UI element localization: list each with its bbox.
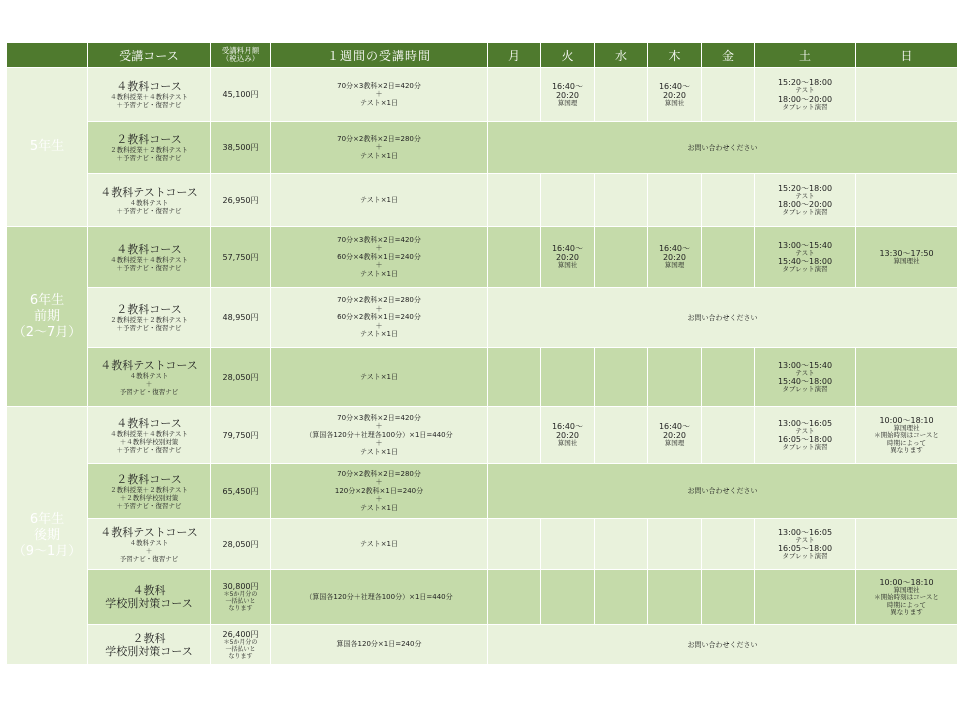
header-row [7,43,958,68]
time-line: ＋ [375,90,383,99]
time-cell [271,122,488,174]
sat-label: テスト [795,368,815,377]
course-name: ２教科 [132,631,166,645]
thu-header: 木 [648,43,702,68]
grade-cell [7,227,88,407]
sun-header: 日 [856,43,958,68]
time-header: １週間の受講時間 [271,43,488,68]
sat-label: タブレット演習 [782,265,828,273]
time-line: テスト×1日 [359,539,399,548]
time-line: ＋ [375,495,383,504]
fee-cell: 48,950円 [211,288,271,348]
fri-cell [702,519,755,570]
course-cell [88,174,211,227]
sat-time: 13:00～15:40 [777,240,833,250]
day-subjects: 算国理 [557,98,578,107]
sun-cell [856,570,958,625]
tue-header: 火 [541,43,595,68]
tue-cell [541,227,595,288]
sat-label: テスト [795,426,815,435]
fee-amount: 30,800円 [222,582,259,591]
time-cell [271,68,488,122]
time-line: 60分×4教科×1日=240分 [337,252,421,261]
wed-cell [595,174,648,227]
thu-cell [648,348,702,407]
inquiry-cell: お問い合わせください [488,288,958,348]
sun-cell [856,227,958,288]
wed-cell [595,570,648,625]
course-detail: ４教科授業＋４教科テスト [110,255,188,264]
time-line: テスト×1日 [359,195,399,204]
sat-time: 13:00～15:40 [777,360,833,370]
time-line: 70分×3教科×2日=420分 [337,413,421,422]
course-cell [88,407,211,464]
fee-cell: 26,950円 [211,174,271,227]
fee-cell [211,570,271,625]
time-line: ＋ [375,422,383,431]
mon-cell [488,407,541,464]
day-time: 20:20 [555,253,580,263]
course-row [7,227,958,288]
time-line: ＋ [375,321,383,330]
inquiry-cell: お問い合わせください [488,464,958,519]
tue-cell [541,519,595,570]
time-line: （算国各120分＋社理各100分）×1日=440分 [305,430,453,439]
fee-note: なります [228,652,253,660]
day-subjects: 算国理 [664,261,685,270]
course-detail: ＋予習ナビ・復習ナビ [116,501,182,510]
day-time: 16:40～ [551,81,584,91]
fee-note: 一括払いと [225,645,256,653]
course-name: 学校別対策コース [105,644,193,658]
sun-subjects: 算国理社 [893,585,920,594]
sun-cell [856,407,958,464]
thu-cell [648,519,702,570]
thu-cell [648,227,702,288]
time-line: （算国各120分＋社理各100分）×1日=440分 [305,592,453,601]
fee-header [211,43,271,68]
time-line: 70分×3教科×2日=420分 [337,235,421,244]
course-name: ２教科コース [116,303,182,316]
sat-cell [755,570,856,625]
sun-subjects: 算国理社 [893,423,920,432]
tue-cell [541,570,595,625]
sat-label: タブレット演習 [782,385,828,393]
tue-cell [541,348,595,407]
fee-cell: 79,750円 [211,407,271,464]
sun-note: 時期によって [887,438,926,447]
mon-cell [488,227,541,288]
wed-cell [595,407,648,464]
sat-cell [755,407,856,464]
time-cell [271,519,488,570]
day-subjects: 算国理 [664,439,685,448]
course-detail: ２教科授業＋２教科テスト [110,316,188,324]
sat-time: 16:05～18:00 [777,544,833,553]
grade-header [7,43,88,68]
time-cell [271,227,488,288]
time-cell [271,625,488,665]
course-row [7,407,958,464]
sat-cell [755,348,856,407]
day-time: 20:20 [662,431,687,441]
wed-cell [595,68,648,122]
fri-cell [702,68,755,122]
sat-header: 土 [755,43,856,68]
sat-label: テスト [795,86,815,94]
fee-header-line2: （税込み） [221,54,260,63]
course-detail: ＋予習ナビ・復習ナビ [116,154,182,162]
course-detail: 予習ナビ・復習ナビ [119,554,179,563]
course-cell [88,625,211,665]
time-line: テスト×1日 [359,503,399,512]
time-line: テスト×1日 [359,151,399,160]
course-row [7,288,958,348]
sun-note: 異なります [890,608,923,616]
day-time: 16:40～ [551,422,584,432]
course-header: 受講コース [88,43,211,68]
fri-cell [702,407,755,464]
sat-label: テスト [795,191,815,200]
course-name: ４教科テストコース [100,185,198,199]
mon-cell [488,68,541,122]
time-cell [271,174,488,227]
sun-cell [856,174,958,227]
course-row [7,625,958,665]
fee-cell: 65,450円 [211,464,271,519]
course-name: ４教科コース [116,80,182,93]
course-detail: ２教科授業＋２教科テスト [110,146,188,154]
time-line: 70分×2教科×2日=280分 [337,469,421,478]
course-cell [88,288,211,348]
course-name: ４教科コース [116,416,182,430]
thu-cell [648,174,702,227]
tue-cell [541,407,595,464]
course-cell [88,519,211,570]
course-name: ２教科コース [116,472,182,486]
sat-label: タブレット演習 [782,102,828,111]
fee-cell: 45,100円 [211,68,271,122]
sat-label: タブレット演習 [782,443,828,451]
course-detail: ＋予習ナビ・復習ナビ [116,324,182,332]
grade-cell [7,68,88,227]
day-subjects: 算国社 [664,98,685,107]
course-name: ４教科テストコース [100,525,198,539]
mon-cell [488,519,541,570]
course-cell [88,227,211,288]
sat-label: タブレット演習 [782,552,828,560]
time-line: テスト×1日 [359,269,399,278]
course-detail: ４教科授業＋４教科テスト [110,93,188,101]
time-line: 70分×2教科×2日=280分 [337,296,421,305]
time-line: ＋ [375,478,383,487]
course-cell [88,68,211,122]
course-name: ２教科コース [116,133,182,146]
time-cell [271,464,488,519]
sun-cell [856,519,958,570]
mon-cell [488,348,541,407]
thu-cell [648,68,702,122]
wed-cell [595,348,648,407]
course-detail: ２教科授業＋２教科テスト [110,485,188,494]
course-cell [88,570,211,625]
day-time: 20:20 [662,90,687,100]
fee-cell [211,625,271,665]
course-name: ４教科コース [116,242,182,256]
course-row [7,519,958,570]
sat-time: 15:20～18:00 [777,78,833,87]
sat-time: 16:05～18:00 [777,435,833,444]
sat-label: テスト [795,535,815,544]
grade-line: 5年生 [29,139,65,154]
course-name: 学校別対策コース [105,597,193,610]
course-cell [88,122,211,174]
sat-time: 18:00～20:00 [777,200,833,209]
course-detail: ＋予習ナビ・復習ナビ [116,206,182,215]
grade-line: 後期 [33,527,60,543]
sun-cell [856,68,958,122]
day-time: 20:20 [555,431,580,441]
sun-time: 10:00～18:10 [879,577,934,587]
wed-cell [595,519,648,570]
sat-time: 18:00～20:00 [777,94,833,104]
course-row [7,174,958,227]
course-row [7,348,958,407]
sat-cell [755,519,856,570]
sat-cell [755,68,856,122]
course-detail: ＋２教科学校別対策 [119,493,179,502]
sun-time: 10:00～18:10 [879,415,934,425]
mon-cell [488,570,541,625]
inquiry-cell: お問い合わせください [488,625,958,665]
time-line: 70分×2教科×2日=280分 [337,134,421,143]
course-schedule-table [6,42,958,665]
sat-time: 13:00～16:05 [777,527,833,537]
fri-header: 金 [702,43,755,68]
fri-cell [702,227,755,288]
fee-amount: 26,400円 [222,629,259,639]
course-detail: ＋ [145,379,153,388]
sat-time: 15:20～18:00 [777,183,833,193]
grade-line: 6年生 [29,292,65,308]
inquiry-cell: お問い合わせください [488,122,958,174]
course-detail: ＋４教科学校別対策 [119,437,179,446]
day-subjects: 算国社 [557,261,578,270]
sat-cell [755,227,856,288]
sat-time: 15:40～18:00 [777,377,833,386]
time-line: ＋ [375,143,383,152]
time-line: 70分×3教科×2日=420分 [337,81,421,90]
wed-header: 水 [595,43,648,68]
time-line: テスト×1日 [359,447,399,456]
fee-note: 一括払いと [225,598,256,605]
course-row [7,570,958,625]
course-detail: ４教科テスト [129,371,169,380]
sun-note: 時期によって [887,600,926,609]
sun-note: ＊開始時刻はコースと [874,431,939,439]
mon-header: 月 [488,43,541,68]
day-time: 16:40～ [551,244,584,254]
grade-cell [7,407,88,665]
fee-cell: 28,050円 [211,348,271,407]
sat-label: タブレット演習 [782,208,828,216]
time-line: ＋ [375,439,383,448]
tue-cell [541,68,595,122]
time-line: 60分×2教科×1日=240分 [337,313,421,322]
fee-note: なります [228,605,253,612]
course-detail: ＋ [145,546,153,555]
day-time: 20:20 [662,253,687,263]
grade-line: （9～1月） [12,543,82,559]
time-line: テスト×1日 [359,98,399,107]
day-time: 20:20 [555,90,580,100]
time-line: 算国各120分×1日=240分 [336,640,422,649]
sat-cell [755,174,856,227]
fee-note: ＊5か月分の [223,591,258,598]
sun-note: 異なります [890,446,923,454]
fee-note: ＊5か月分の [223,638,258,646]
course-detail: ４教科テスト [129,198,169,207]
time-line: テスト×1日 [359,330,399,339]
time-cell [271,288,488,348]
time-line: ＋ [375,304,383,313]
day-time: 16:40～ [658,81,691,91]
grade-line: 前期 [33,308,60,324]
day-time: 16:40～ [658,422,691,432]
course-detail: ＋予習ナビ・復習ナビ [116,263,182,272]
course-cell [88,348,211,407]
time-cell [271,407,488,464]
course-detail: ＋予習ナビ・復習ナビ [116,445,182,454]
time-line: ＋ [375,244,383,253]
grade-line: 6年生 [29,511,65,527]
sat-time: 15:40～18:00 [777,257,833,266]
course-detail: ４教科授業＋４教科テスト [110,429,188,438]
course-row [7,68,958,122]
sun-cell [856,348,958,407]
tue-cell [541,174,595,227]
fri-cell [702,348,755,407]
course-detail: ４教科テスト [129,538,169,547]
course-row [7,122,958,174]
fri-cell [702,570,755,625]
course-name: ４教科 [132,584,166,597]
time-line: テスト×1日 [359,372,399,381]
mon-cell [488,174,541,227]
course-row [7,464,958,519]
time-line: 120分×2教科×1日=240分 [334,486,424,495]
wed-cell [595,227,648,288]
fee-header-line1: 受講料月額 [221,46,260,55]
sat-label: テスト [795,248,815,257]
fri-cell [702,174,755,227]
grade-line: （2～7月） [12,324,82,340]
fee-cell: 28,050円 [211,519,271,570]
course-detail: ＋予習ナビ・復習ナビ [116,101,182,109]
sun-subjects: 算国理社 [893,256,920,265]
time-line: ＋ [375,261,383,270]
thu-cell [648,407,702,464]
course-detail: 予習ナビ・復習ナビ [119,387,179,396]
day-subjects: 算国社 [557,439,578,448]
day-time: 16:40～ [658,244,691,254]
time-cell [271,348,488,407]
course-name: ４教科テストコース [100,358,198,372]
thu-cell [648,570,702,625]
fee-cell: 57,750円 [211,227,271,288]
course-cell [88,464,211,519]
time-cell [271,570,488,625]
sat-time: 13:00～16:05 [777,418,833,428]
sun-time: 13:30～17:50 [879,248,934,258]
fee-cell: 38,500円 [211,122,271,174]
sun-note: ＊開始時刻はコースと [874,593,939,601]
